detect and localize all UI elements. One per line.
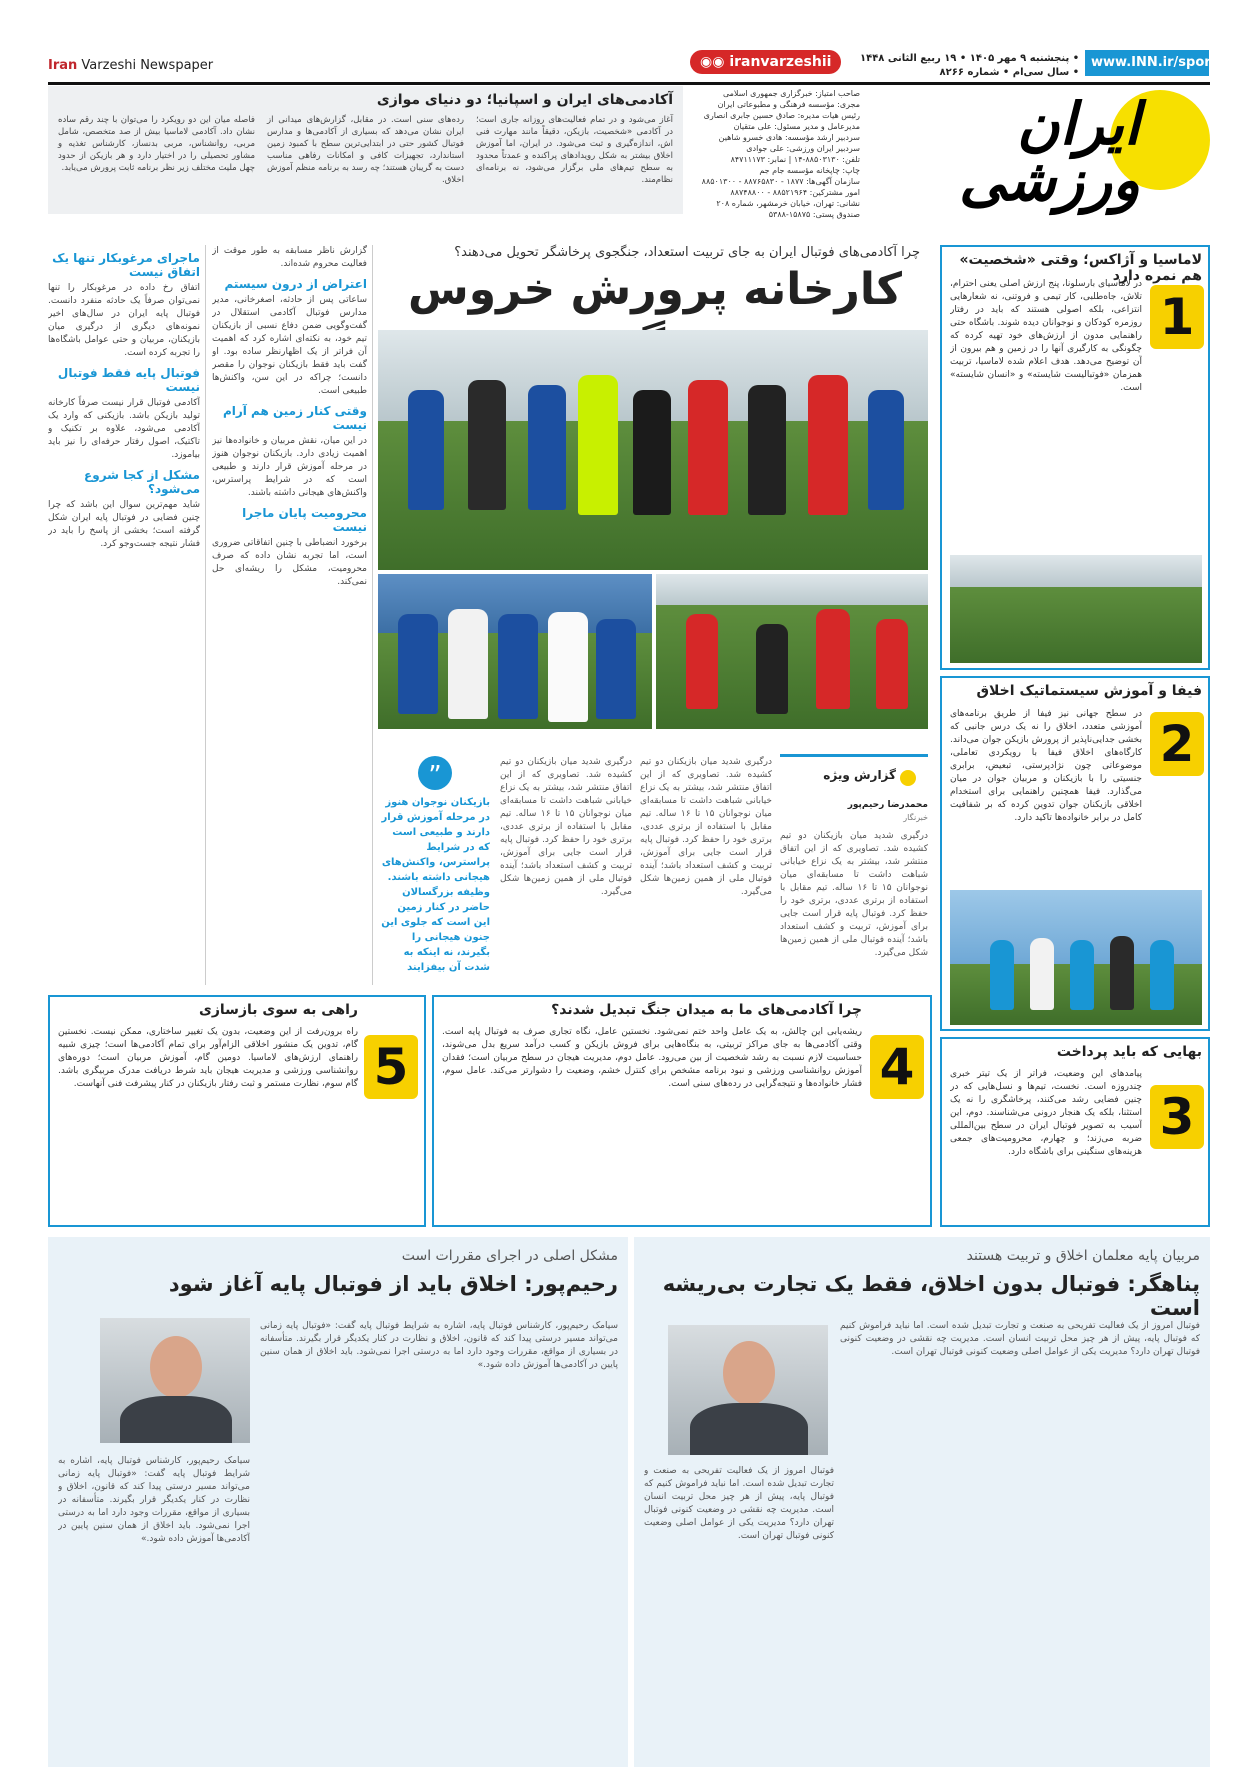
imprint-line: چاپ: چاپخانه مؤسسه جام جم bbox=[759, 166, 860, 175]
report-dot bbox=[900, 770, 916, 786]
top-story-col: آغاز می‌شود و در تمام فعالیت‌های روزانه جاری است؛ در آکادمی «شخصیت، بازیکن، دقیقاً مانند مهارت فنی اش، اندازه‌گیری و ثبت می‌شود. در ایران، اما آموزش اخلاق بیشتر به شکل رویدادهای پراکنده و عمدتاً محدود به سطح تیم‌های ملی برگزار می‌شود، نه برنامه‌ای نظام‌مند. bbox=[476, 115, 673, 185]
column-divider bbox=[205, 245, 206, 985]
date-line: • پنجشنبه ۹ مهر ۱۴۰۵ • ۱۹ ربیع الثانی ۱۴۴۸ bbox=[860, 53, 1080, 64]
author-name: محمدرضا رحیم‌پور bbox=[847, 800, 928, 810]
section-number-5: 5 bbox=[364, 1035, 418, 1099]
pull-quote: بازیکنان نوجوان هنوز در مرحله آموزش قرار دارند و طبیعی است که در شرایط پراسترس، واکنش‌های هیجانی داشته باشند. وظیفه بزرگسالان حاضر در کنار زمین این است که جلوی این جنون هیجانی را بگیرند، نه اینکه به شدت آن بیفزایند bbox=[378, 795, 490, 980]
section-title-5: راهی به سوی بازسازی bbox=[199, 1002, 358, 1018]
brand-wordmark bbox=[48, 58, 213, 73]
imprint-box bbox=[690, 88, 860, 220]
interview-right-body: فوتبال امروز از یک فعالیت تفریحی به صنعت و تجارت تبدیل شده است. اما نباید فراموش کنیم که فوتبال پایه، پیش از هر چیز محل تربیت انسان است. مدیریت چه نقشی در وضعیت کنونی فوتبال تهران دارد؟ مدیریت یکی از عوامل اصلی وضعیت کنونی فوتبال تهران است. bbox=[840, 1321, 1200, 1357]
photo-fifa-academy bbox=[950, 890, 1202, 1025]
section-number-3: 3 bbox=[1150, 1085, 1204, 1149]
interview-left-headline: رحیم‌پور: اخلاق باید از فوتبال پایه آغاز شود bbox=[168, 1272, 618, 1296]
photo-match-action bbox=[656, 574, 928, 729]
interview-right-body: فوتبال امروز از یک فعالیت تفریحی به صنعت و تجارت تبدیل شده است. اما نباید فراموش کنیم که فوتبال پایه، پیش از هر چیز محل تربیت انسان است. مدیریت چه نقشی در وضعیت کنونی فوتبال تهران دارد؟ مدیریت یکی از عوامل اصلی وضعیت کنونی فوتبال تهران است. bbox=[644, 1466, 834, 1541]
section-title-4: چرا آکادمی‌های ما به میدان جنگ تبدیل شدند؟ bbox=[551, 1002, 862, 1018]
imprint-line: سردبیر ایران ورزشی: علی جوادی bbox=[746, 144, 860, 153]
brand-prefix: Iran bbox=[48, 58, 78, 73]
main-photo-brawl bbox=[378, 330, 928, 570]
imprint-line: تلفن: ۸۸۵۰۳۱۳۰-۱۴ | نمابر: ۸۴۷۱۱۱۷۳ bbox=[730, 155, 860, 164]
photo-celebration bbox=[378, 574, 652, 729]
site-url[interactable]: www.INN.ir/sport bbox=[1085, 50, 1209, 76]
issue-dates bbox=[860, 52, 1079, 80]
middle-subhead: اعتراض از درون سیستم bbox=[224, 277, 367, 291]
middle-text: برخورد انضباطی با چنین اتفاقاتی ضروری است، اما تجربه نشان داده که صرف محرومیت، مشکل را ریشه‌ای حل نمی‌کند. bbox=[212, 538, 367, 587]
imprint-line: امور مشترکین: ۸۸۵۲۱۹۶۴ - ۸۸۷۴۸۸۰۰ bbox=[730, 188, 860, 197]
logo-line-2: ورزشی bbox=[959, 146, 1140, 214]
imprint-line: سازمان آگهی‌ها: ۱۸۷۷ - ۸۸۷۶۵۸۳۰ - ۸۸۵۰۱۳۰۰ bbox=[701, 177, 860, 186]
left-subhead: ماجرای مرغوبکار تنها یک اتفاق نیست bbox=[52, 251, 200, 279]
report-body: درگیری شدید میان بازیکنان دو تیم کشیده شد. تصاویری که از این اتفاق منتشر شد، بیشتر به یک نزاع خیابانی شباهت داشت تا مسابقه‌ای میان نوجوانان ۱۵ تا ۱۶ ساله. تیم مقابل با استفاده از برتری عددی، برتری خود را حفظ کرد. فوتبال پایه قرار است جایی برای آموزش، تربیت و کشف استعداد باشد؛ آینده فوتبال ملی از همین زمین‌ها شکل می‌گیرد. bbox=[780, 831, 928, 958]
quote-icon: ” bbox=[418, 756, 452, 790]
imprint-line: مجری: مؤسسه فرهنگی و مطبوعاتی ایران bbox=[717, 100, 860, 109]
imprint-line: رئیس هیات مدیره: صادق حسین جابری انصاری bbox=[703, 111, 860, 120]
middle-column bbox=[212, 245, 367, 985]
brand-suffix: Varzeshi Newspaper bbox=[81, 58, 214, 73]
portrait-panahgar bbox=[668, 1325, 828, 1455]
imprint-line: صندوق پستی: ۱۵۸۷۵-۵۳۸۸ bbox=[768, 210, 860, 219]
middle-subhead: وقتی کنار زمین هم آرام نیست bbox=[222, 404, 367, 432]
middle-text: ساعاتی پس از حادثه، اصغرخانی، مدیر مدارس فوتبال آکادمی استقلال در گفت‌وگویی ضمن دفاع نسبی از بازیکنان تیم خود، به نکته‌ای اشاره کرد که اهمیت آن فراتر از یک اظهارنظر ساده بود. او گفت باید فقط بازیکنان نوجوان را مقصر دانست؛ چراکه در این سن، واکنش‌ها طبیعی است. bbox=[212, 295, 367, 396]
section-number-2: 2 bbox=[1150, 712, 1204, 776]
middle-subhead: محرومیت پایان ماجرا نیست bbox=[242, 506, 367, 534]
section-number-1: 1 bbox=[1150, 285, 1204, 349]
left-text: شاید مهم‌ترین سوال این باشد که چرا چنین فضایی در فوتبال پایه ایران شکل گرفته است؛ بخشی از پاسخ را باید در فشار نتیجه جست‌وجو کرد. bbox=[48, 500, 200, 549]
left-text: آکادمی فوتبال قرار نیست صرفاً کارخانه تولید بازیکن باشد. بازیکنی که وارد یک آکادمی می‌شود، علاوه بر تکنیک و تاکتیک، اصول رفتار حرفه‌ای را نیز باید بیاموزد. bbox=[48, 398, 200, 460]
interview-right-kicker: مربیان پایه معلمان اخلاق و تربیت هستند bbox=[966, 1248, 1200, 1264]
section-title-3: بهایی که باید پرداخت bbox=[1056, 1044, 1202, 1060]
header-rule bbox=[48, 82, 1210, 85]
interview-left-body: سیامک رحیم‌پور، کارشناس فوتبال پایه، اشاره به شرایط فوتبال پایه گفت: «فوتبال پایه زمانی می‌تواند مسیر درستی پیدا کند که قانون، اخلاق و نظارت در کنار یکدیگر قرار بگیرند. متأسفانه در بسیاری از مواقع، مقررات وجود دارد اما به درستی اجرا نمی‌شود. باید اخلاق از همان سنین پایین در آکادمی‌ها آموزش داده شود.» bbox=[260, 1321, 618, 1370]
section-body-1: در لاماسیای بارسلونا، پنج ارزش اصلی یعنی احترام، تلاش، جاه‌طلبی، کار تیمی و فروتنی، نه شعارهایی انتزاعی، بلکه اصولی هستند که باید در رفتار روزمره کودکان و نوجوانان دیده شوند. باشگاه حتی راهنمایی مدون از ارزش‌های خود تهیه کرده که چگونگی به کارگیری آنها را در زمین و هم بیرون از آن توضیح می‌دهد. هدف اعلام شده لاماسیا، تربیت همزمان «فوتبالیست شایسته» و «انسان شایسته» است. bbox=[950, 279, 1142, 393]
imprint-line: سردبیر ارشد مؤسسه: هادی خسرو شاهین bbox=[718, 133, 860, 142]
section-number-4: 4 bbox=[870, 1035, 924, 1099]
section-body-4: ریشه‌یابی این چالش، به یک عامل واحد ختم نمی‌شود. نخستین عامل، نگاه تجاری صرف به فوتبال پایه است. وقتی آکادمی‌ها به جای مراکز تربیتی، به بنگاه‌هایی برای فروش بازیکن و کسب درآمد سریع بدل می‌شوند، حساسیت لازم نسبت به رشد شخصیت از بین می‌رود. عامل دوم، مدیریت هیجان در سطح مربیان است؛ فقدان آموزش روانشناسی ورزشی و نبود برنامه مشخص برای کنترل خشم، وضعیت را دشوارتر می‌کند. عامل سوم، فشار خانواده‌ها و نتیجه‌گرایی در رده‌های سنی است. bbox=[442, 1027, 862, 1089]
imprint-line: صاحب امتیاز: خبرگزاری جمهوری اسلامی bbox=[722, 89, 860, 98]
report-rule bbox=[780, 754, 928, 757]
instagram-handle: iranvarzeshii bbox=[729, 54, 832, 70]
portrait-rahimpour bbox=[100, 1318, 250, 1443]
left-text: اتفاق رخ داده در مرغوبکار را تنها نمی‌توان صرفاً یک حادثه منفرد دانست. فوتبال پایه ایران در سال‌های اخیر نمونه‌های دیگری از درگیری میان بازیکنان، مربیان و حتی عوامل باشگاه‌ها را تجربه کرده است. bbox=[48, 283, 200, 358]
middle-text: در این میان، نقش مربیان و خانواده‌ها نیز اهمیت زیادی دارد. بازیکنان نوجوان هنوز در مرحله آموزش قرار دارند و طبیعی است که در شرایط پراسترس، واکنش‌های هیجانی داشته باشند. bbox=[212, 436, 367, 498]
left-subhead: فوتبال پایه فقط فوتبال نیست bbox=[57, 366, 200, 394]
imprint-line: مدیرعامل و مدیر مسئول: علی متقیان bbox=[733, 122, 860, 131]
photo-training-pitch bbox=[950, 555, 1202, 663]
body-column: درگیری شدید میان بازیکنان دو تیم کشیده شد. تصاویری که از این اتفاق منتشر شد، بیشتر به یک نزاع خیابانی شباهت داشت تا مسابقه‌ای میان نوجوانان ۱۵ تا ۱۶ ساله. تیم مقابل با استفاده از برتری عددی، برتری خود را حفظ کرد. فوتبال پایه قرار است جایی برای آموزش، تربیت و کشف استعداد باشد؛ آینده فوتبال ملی از همین زمین‌ها شکل می‌گیرد. bbox=[640, 757, 772, 897]
section-body-2: در سطح جهانی نیز فیفا از طریق برنامه‌های آموزشی متعدد، اخلاق را نه یک درس جانبی که بخشی جدایی‌ناپذیر از پرورش بازیکن جوان می‌داند. کارگاه‌های اخلاق فیفا با رویکردی تعاملی، موضوعاتی چون نژادپرستی، تبعیض، برابری جنسیتی را با بازیکنان و مربیان جوان در میان می‌گذارد. فیفا همچنین راهنمایی برای استخدام اخلاقی بازیکنان جوان تدوین کرده که بر شفافیت کامل در برابر خانواده‌ها تاکید دارد. bbox=[950, 709, 1142, 823]
section-title-2: فیفا و آموزش سیستماتیک اخلاق bbox=[976, 683, 1202, 699]
section-body-3: پیامدهای این وضعیت، فراتر از یک تیتر خبری چندروزه است. نخست، تیم‌ها و نسل‌هایی که در چنین فضایی رشد می‌کنند، پرخاشگری را نه یک استثنا، بلکه یک هنجار درونی می‌شناسند. دوم، این آسیب به تصویر فوتبال ایران در سطح بین‌المللی ضربه می‌زند؛ و چهارم، محرومیت‌های جمعی هزینه‌های سنگینی برای باشگاه دارد. bbox=[950, 1069, 1142, 1157]
left-column bbox=[48, 245, 200, 985]
interview-left-body: سیامک رحیم‌پور، کارشناس فوتبال پایه، اشاره به شرایط فوتبال پایه گفت: «فوتبال پایه زمانی می‌تواند مسیر درستی پیدا کند که قانون، اخلاق و نظارت در کنار یکدیگر قرار بگیرند. متأسفانه در بسیاری از مواقع، مقررات وجود دارد اما به درستی اجرا نمی‌شود. باید اخلاق از همان سنین پایین در آکادمی‌ها آموزش داده شود.» bbox=[58, 1456, 250, 1544]
middle-text: گزارش ناظر مسابقه به طور موقت از فعالیت محروم شده‌اند. bbox=[212, 246, 367, 269]
author-role: خبرنگار bbox=[903, 813, 928, 822]
column-divider bbox=[372, 245, 373, 985]
imprint-line: نشانی: تهران، خیابان خرمشهر، شماره ۲۰۸ bbox=[716, 199, 860, 208]
main-kicker: چرا آکادمی‌های فوتبال ایران به جای تربیت استعداد، جنگجوی پرخاشگر تحویل می‌دهند؟ bbox=[454, 245, 920, 260]
section-body-5: راه برون‌رفت از این وضعیت، بدون یک تغییر ساختاری، ممکن نیست. نخستین گام، تدوین یک منشور اخلاقی الزام‌آور برای تمام آکادمی‌ها است؛ چیزی شبیه راهنمای ارزش‌های لاماسیا. دومین گام، آموزش مربیان است؛ دوره‌های روانشناسی ورزشی و مدیریت هیجان باید شرط دریافت مدرک مربیگری باشد. گام سوم، نظارت مستمر و ثبت رفتار بازیکنان در کنار پیشرفت فنی آنهاست. bbox=[58, 1027, 358, 1089]
section-title-1: لاماسیا و آژاکس؛ وقتی «شخصیت» هم نمره دارد bbox=[959, 252, 1202, 284]
top-story-box bbox=[48, 86, 683, 214]
interview-left-kicker: مشکل اصلی در اجرای مقررات است bbox=[401, 1248, 618, 1264]
logo-line-1: ایران bbox=[1017, 90, 1140, 158]
issue-line: • سال سی‌ام • شماره ۸۲۶۶ bbox=[939, 67, 1080, 78]
main-headline: کارخانه پرورش خروس bbox=[408, 264, 902, 315]
interview-right-headline: پناهگر: فوتبال بدون اخلاق، فقط یک تجارت بی‌ریشه است bbox=[662, 1272, 1200, 1320]
left-subhead: مشکل از کجا شروع می‌شود؟ bbox=[84, 468, 200, 496]
top-story-col: فاصله میان این دو رویکرد را می‌توان با چند رقم ساده نشان داد. آکادمی لاماسیا بیش از صد متخصص، شامل مربی، روانشناس، مربی بدنساز، کارشناس تغذیه و مشاور تحصیلی را در اختیار دارد و هر بازیکن از حدود چهل ملیت مختلف زیر نظر برنامه ثابت پرورش می‌یابد. bbox=[58, 115, 255, 173]
top-story-title: آکادمی‌های ایران و اسپانیا؛ دو دنیای موازی bbox=[376, 92, 673, 108]
body-column: درگیری شدید میان بازیکنان دو تیم کشیده شد. تصاویری که از این اتفاق منتشر شد، بیشتر به یک نزاع خیابانی شباهت داشت تا مسابقه‌ای میان نوجوانان ۱۵ تا ۱۶ ساله. تیم مقابل با استفاده از برتری عددی، برتری خود را حفظ کرد. فوتبال پایه قرار است جایی برای آموزش، تربیت و کشف استعداد باشد؛ آینده فوتبال ملی از همین زمین‌ها شکل می‌گیرد. bbox=[500, 757, 632, 897]
instagram-icon: ◉◉ bbox=[700, 54, 725, 70]
top-story-col: رده‌های سنی است. در مقابل، گزارش‌های میدانی از ایران نشان می‌دهد که بسیاری از آکادمی‌ها و مدارس فوتبال کشور حتی در ابتدایی‌ترین سطح با کمبود زمین استاندارد، تجهیزات کافی و امکانات رفاهی مناسب دست به گریبان هستند؛ چه رسد به برنامه منظم آموزش اخلاق. bbox=[267, 115, 464, 185]
newspaper-logo bbox=[880, 90, 1140, 214]
report-label: گزارش ویژه bbox=[823, 768, 896, 782]
instagram-badge[interactable] bbox=[690, 50, 841, 74]
